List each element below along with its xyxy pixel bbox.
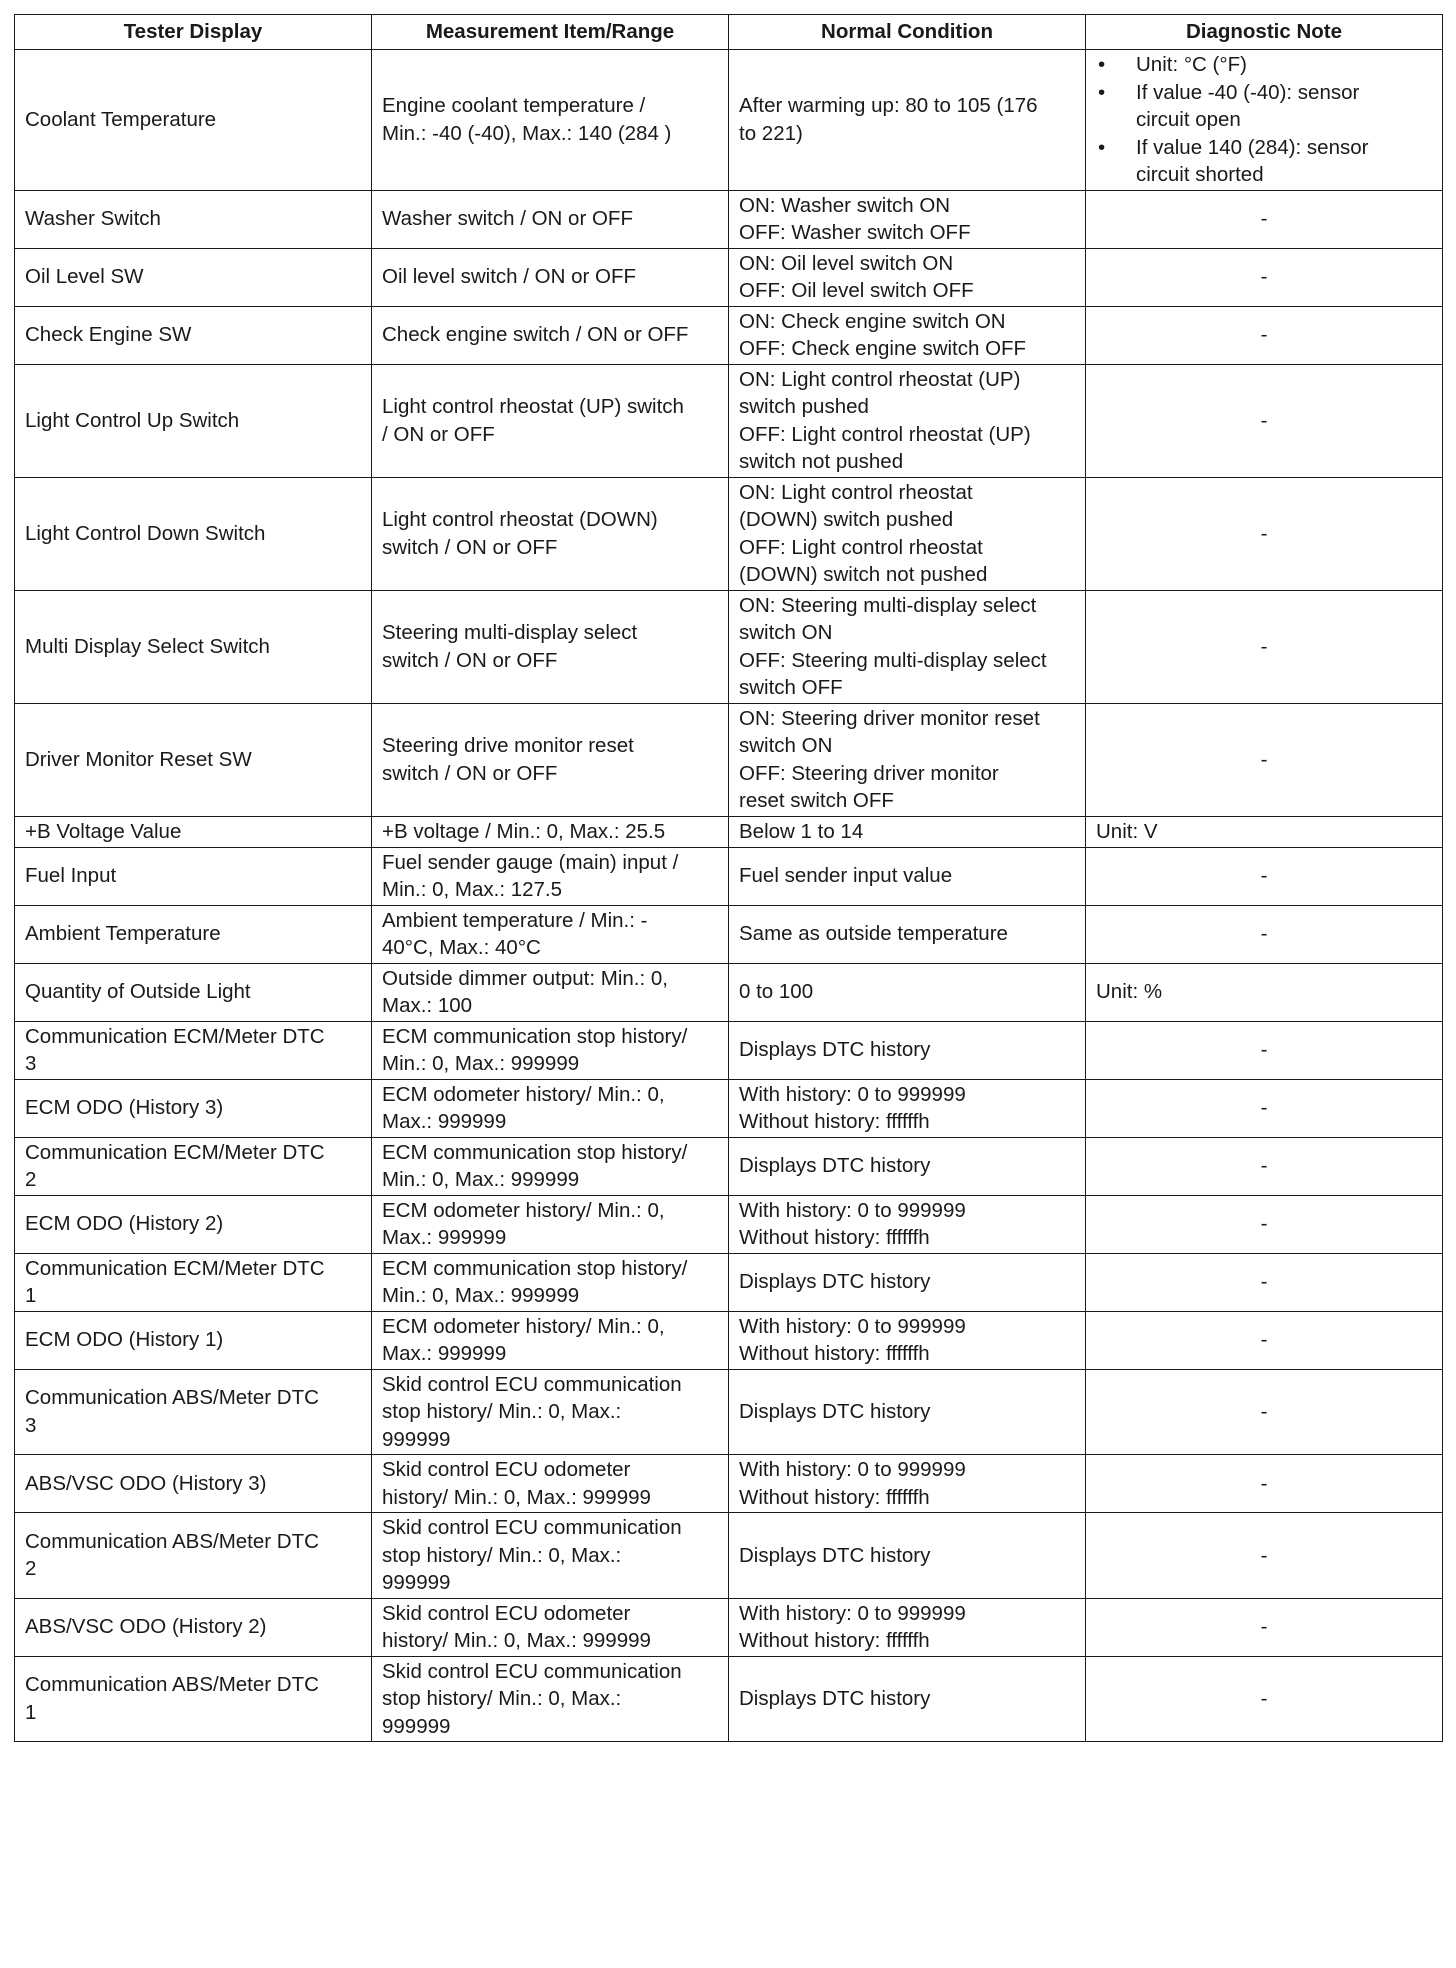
tester-display-text: +B Voltage Value [25,819,182,843]
diagnostic-note-cell [1086,1656,1443,1742]
normal-condition-text: OFF: Light control rheostat (UP) [739,422,1031,446]
diagnostic-note-cell [1086,847,1443,905]
normal-condition-text: Displays DTC history [739,1038,931,1062]
tester-display-text: Driver Monitor Reset SW [25,747,252,771]
tester-display-text: 3 [25,1413,37,1437]
normal-condition-cell [729,1079,1086,1137]
normal-condition-text: switch OFF [739,676,843,699]
tester-display-text: Light Control Up Switch [25,408,240,432]
measurement-text: Light control rheostat (UP) switch [382,395,684,418]
normal-condition-text: Without history: ffffffh [739,1342,930,1365]
table-row [15,306,1443,364]
tester-display-text: Oil Level SW [25,265,144,289]
measurement-cell [372,703,729,816]
tester-display-cell [15,847,372,905]
tester-display-text: Coolant Temperature [25,108,217,131]
measurement-text: stop history/ Min.: 0, Max.: [382,1687,622,1710]
measurement-text: Max.: 999999 [382,1110,507,1133]
tester-display-text: ABS/VSC ODO (History 2) [25,1615,267,1639]
tester-display-text: Washer Switch [25,207,161,231]
table-row [15,816,1443,847]
normal-condition-text: OFF: Steering driver monitor [739,761,999,785]
table-row [15,1311,1443,1369]
measurement-text: / ON or OFF [382,422,495,446]
measurement-text: Washer switch / ON or OFF [382,207,633,231]
normal-condition-text: ON: Light control rheostat (UP) [739,367,1021,391]
normal-condition-text: Displays DTC history [739,1687,931,1710]
measurement-text: Ambient temperature / Min.: - [382,908,648,932]
measurement-text: Max.: 100 [382,994,473,1017]
tester-display-cell [15,248,372,306]
tester-display-cell [15,1455,372,1513]
diagnostic-note-text: - [1260,1096,1268,1120]
normal-condition-cell [729,1656,1086,1742]
diagnostic-note-cell [1086,50,1443,191]
measurement-cell [372,306,729,364]
tester-display-text: ECM ODO (History 1) [25,1328,224,1352]
normal-condition-cell [729,703,1086,816]
normal-condition-text: Without history: ffffffh [739,1226,930,1249]
header-diagnostic-note: Diagnostic Note [1086,15,1443,50]
measurement-text: 999999 [382,1571,451,1594]
normal-condition-text: (DOWN) switch pushed [739,508,954,531]
measurement-text: Outside dimmer output: Min.: 0, [382,966,668,990]
diagnostic-note-cell [1086,306,1443,364]
measurement-cell [372,1137,729,1195]
tester-display-cell [15,477,372,590]
normal-condition-text: Same as outside temperature [739,922,1008,946]
normal-condition-text: Displays DTC history [739,1154,931,1178]
measurement-text: Max.: 999999 [382,1342,507,1365]
tester-display-text: Ambient Temperature [25,922,221,946]
measurement-text: Min.: 0, Max.: 127.5 [382,878,563,901]
tester-display-cell [15,1513,372,1599]
tester-display-cell [15,1021,372,1079]
normal-condition-text: switch ON [739,621,833,644]
diagnostic-note-text: If value -40 (-40): sensor [1136,80,1360,104]
diagnostic-note-text: - [1260,1212,1268,1236]
measurement-text: stop history/ Min.: 0, Max.: [382,1543,622,1567]
table-row [15,963,1443,1021]
measurement-text: ECM communication stop history/ [382,1256,688,1280]
table-body [15,50,1443,1742]
measurement-text: Min.: 0, Max.: 999999 [382,1284,580,1307]
tester-display-cell [15,190,372,248]
measurement-text: Skid control ECU odometer [382,1601,631,1625]
normal-condition-text: After warming up: 80 to 105 (176 [739,94,1038,118]
diagnostic-note-cell [1086,1311,1443,1369]
tester-display-cell [15,1369,372,1455]
bullet-icon: • [1098,80,1106,104]
measurement-text: Steering multi-display select [382,621,638,644]
diagnostic-note-cell [1086,190,1443,248]
diagnostic-note-cell [1086,1598,1443,1656]
normal-condition-cell [729,1137,1086,1195]
tester-display-text: 2 [25,1557,37,1581]
measurement-text: ECM odometer history/ Min.: 0, [382,1314,665,1338]
table-row [15,905,1443,963]
diagnostic-note-text: - [1260,408,1268,432]
normal-condition-text: Without history: ffffffh [739,1485,930,1509]
measurement-cell [372,477,729,590]
tester-display-cell [15,50,372,191]
normal-condition-text: reset switch OFF [739,789,894,812]
measurement-text: Light control rheostat (DOWN) [382,508,658,531]
diagnostic-note-cell [1086,905,1443,963]
diagnostic-note-cell [1086,1369,1443,1455]
measurement-text: +B voltage / Min.: 0, Max.: 25.5 [382,819,666,843]
normal-condition-cell [729,816,1086,847]
diagnostic-note-list [1096,51,1432,189]
diagnostic-note-item [1096,134,1432,189]
tester-display-cell [15,816,372,847]
table-row [15,50,1443,191]
table-row [15,190,1443,248]
diagnostic-note-text: - [1260,747,1268,771]
diagnostic-note-text: - [1260,634,1268,658]
table-row [15,1253,1443,1311]
normal-condition-text: to 221) [739,121,803,145]
table-row [15,703,1443,816]
normal-condition-cell [729,1253,1086,1311]
tester-display-text: Communication ECM/Meter DTC [25,1256,325,1280]
diagnostic-note-text: - [1260,1270,1268,1294]
measurement-cell [372,1253,729,1311]
measurement-cell [372,50,729,191]
normal-condition-text: With history: 0 to 999999 [739,1082,966,1106]
measurement-text: history/ Min.: 0, Max.: 999999 [382,1485,651,1509]
measurement-text: 999999 [382,1427,451,1451]
measurement-text: Min.: 0, Max.: 999999 [382,1052,580,1075]
diagnostic-note-text: circuit shorted [1136,163,1264,186]
measurement-cell [372,248,729,306]
normal-condition-text: 0 to 100 [739,980,814,1004]
diagnostic-note-text: Unit: V [1096,819,1158,843]
measurement-text: Engine coolant temperature / [382,94,646,118]
tester-display-cell [15,364,372,477]
diagnostic-note-cell [1086,477,1443,590]
diagnostic-note-item [1096,79,1432,134]
measurement-cell [372,1369,729,1455]
measurement-cell [372,190,729,248]
diagnostic-note-text: - [1260,207,1268,231]
measurement-text: Oil level switch / ON or OFF [382,265,637,289]
tester-display-cell [15,1656,372,1742]
tester-display-text: Check Engine SW [25,323,192,347]
normal-condition-cell [729,1513,1086,1599]
tester-display-cell [15,963,372,1021]
measurement-cell [372,1656,729,1742]
table-row [15,477,1443,590]
measurement-text: 40°C, Max.: 40°C [382,936,541,959]
normal-condition-text: Without history: ffffffh [739,1110,930,1133]
diagnostic-note-text: - [1260,1154,1268,1178]
normal-condition-cell [729,1021,1086,1079]
normal-condition-cell [729,905,1086,963]
diagnostic-note-cell [1086,1021,1443,1079]
tester-display-text: Multi Display Select Switch [25,634,270,658]
normal-condition-cell [729,477,1086,590]
table-header [15,15,1443,50]
measurement-text: stop history/ Min.: 0, Max.: [382,1400,622,1423]
measurement-text: Skid control ECU communication [382,1659,682,1683]
header-tester-display: Tester Display [15,15,372,50]
normal-condition-text: ON: Washer switch ON [739,193,951,217]
diagnostic-note-text: - [1260,323,1268,347]
table-row [15,847,1443,905]
tester-display-text: Quantity of Outside Light [25,980,251,1004]
measurement-text: Skid control ECU communication [382,1372,682,1396]
normal-condition-cell [729,1369,1086,1455]
measurement-text: history/ Min.: 0, Max.: 999999 [382,1629,651,1652]
tester-display-text: 1 [25,1284,37,1307]
diagnostic-note-text: Unit: % [1096,980,1163,1004]
diagnostic-note-text: If value 140 (284): sensor [1136,135,1369,159]
tester-display-cell [15,1137,372,1195]
normal-condition-cell [729,1455,1086,1513]
normal-condition-text: Displays DTC history [739,1543,931,1567]
measurement-cell [372,816,729,847]
tester-display-cell [15,306,372,364]
tester-display-text: 2 [25,1168,37,1191]
tester-display-text: ECM ODO (History 2) [25,1212,224,1236]
measurement-text: Skid control ECU odometer [382,1458,631,1481]
measurement-text: Min.: 0, Max.: 999999 [382,1168,580,1191]
measurement-cell [372,1455,729,1513]
diagnostic-note-text: circuit open [1136,108,1241,131]
diagnostic-note-text: - [1260,521,1268,545]
diagnostic-note-cell [1086,816,1443,847]
measurement-text: Max.: 999999 [382,1226,507,1249]
tester-display-text: Communication ABS/Meter DTC [25,1673,319,1697]
diagnostic-note-text: - [1260,1400,1268,1423]
tester-display-cell [15,1253,372,1311]
normal-condition-text: With history: 0 to 999999 [739,1198,966,1222]
normal-condition-text: OFF: Oil level switch OFF [739,279,974,302]
normal-condition-cell [729,248,1086,306]
header-row [15,15,1443,50]
measurement-text: 999999 [382,1714,451,1738]
normal-condition-cell [729,1195,1086,1253]
diagnostic-note-cell [1086,1079,1443,1137]
tester-display-text: Communication ABS/Meter DTC [25,1386,319,1410]
measurement-cell [372,1311,729,1369]
measurement-cell [372,1021,729,1079]
table-row [15,1021,1443,1079]
measurement-cell [372,963,729,1021]
diagnostic-note-text: Unit: °C (°F) [1136,53,1247,76]
tester-display-text: Fuel Input [25,864,117,888]
normal-condition-text: switch pushed [739,395,869,418]
normal-condition-text: switch not pushed [739,450,904,473]
diagnostic-note-text: - [1260,922,1268,946]
measurement-cell [372,590,729,703]
header-normal-condition: Normal Condition [729,15,1086,50]
bullet-icon: • [1098,53,1106,76]
tester-display-text: ABS/VSC ODO (History 3) [25,1471,267,1495]
diagnostic-note-text: - [1260,1038,1268,1062]
tester-display-cell [15,703,372,816]
normal-condition-cell [729,364,1086,477]
measurement-text: switch / ON or OFF [382,648,558,672]
normal-condition-text: (DOWN) switch not pushed [739,563,988,586]
measurement-text: ECM odometer history/ Min.: 0, [382,1198,665,1222]
measurement-text: ECM communication stop history/ [382,1024,688,1048]
diagnostic-note-text: - [1260,265,1268,289]
measurement-cell [372,847,729,905]
diagnostic-note-text: - [1260,1543,1268,1567]
table-row [15,1513,1443,1599]
diagnostic-note-text: - [1260,1471,1268,1495]
measurement-cell [372,364,729,477]
normal-condition-cell [729,190,1086,248]
normal-condition-text: Below 1 to 14 [739,819,864,843]
normal-condition-cell [729,847,1086,905]
table-row [15,1455,1443,1513]
tester-display-cell [15,1195,372,1253]
tester-display-text: Communication ECM/Meter DTC [25,1140,325,1164]
normal-condition-text: ON: Check engine switch ON [739,309,1006,333]
diagnostic-note-text: - [1260,1687,1268,1710]
tester-display-text: 1 [25,1700,37,1724]
measurement-text: switch / ON or OFF [382,761,558,785]
normal-condition-cell [729,50,1086,191]
tester-display-text: ECM ODO (History 3) [25,1096,224,1120]
diagnostic-note-cell [1086,963,1443,1021]
normal-condition-text: switch ON [739,734,833,757]
diagnostic-note-cell [1086,364,1443,477]
measurement-cell [372,1195,729,1253]
normal-condition-text: With history: 0 to 999999 [739,1601,966,1625]
diagnostic-note-cell [1086,1253,1443,1311]
header-measurement-item: Measurement Item/Range [372,15,729,50]
table-row [15,248,1443,306]
normal-condition-text: ON: Light control rheostat [739,480,973,504]
measurement-text: Skid control ECU communication [382,1516,682,1539]
table-row [15,1656,1443,1742]
measurement-cell [372,1598,729,1656]
normal-condition-text: OFF: Washer switch OFF [739,221,971,244]
tester-display-text: Light Control Down Switch [25,521,266,545]
tester-display-cell [15,1079,372,1137]
diagnostic-note-cell [1086,248,1443,306]
normal-condition-text: With history: 0 to 999999 [739,1458,966,1481]
normal-condition-text: ON: Steering multi-display select [739,593,1037,617]
normal-condition-cell [729,1598,1086,1656]
normal-condition-text: Displays DTC history [739,1270,931,1294]
measurement-text: Fuel sender gauge (main) input / [382,850,679,874]
diagnostic-note-cell [1086,1195,1443,1253]
measurement-text: ECM communication stop history/ [382,1140,688,1164]
table-row [15,364,1443,477]
diagnostic-note-cell [1086,590,1443,703]
normal-condition-text: OFF: Light control rheostat [739,535,983,559]
measurement-text: ECM odometer history/ Min.: 0, [382,1082,665,1106]
normal-condition-cell [729,306,1086,364]
data-list-table [14,14,1443,1742]
measurement-text: Min.: -40 (-40), Max.: 140 (284 ) [382,121,672,145]
table-row [15,1079,1443,1137]
table-row [15,1137,1443,1195]
bullet-icon: • [1098,135,1106,159]
measurement-cell [372,905,729,963]
diagnostic-note-cell [1086,703,1443,816]
measurement-text: Check engine switch / ON or OFF [382,323,689,347]
diagnostic-note-item [1096,51,1432,79]
normal-condition-text: ON: Steering driver monitor reset [739,706,1040,730]
diagnostic-note-cell [1086,1513,1443,1599]
diagnostic-note-text: - [1260,864,1268,888]
table-row [15,1598,1443,1656]
normal-condition-cell [729,963,1086,1021]
tester-display-text: 3 [25,1052,37,1075]
tester-display-cell [15,590,372,703]
measurement-text: switch / ON or OFF [382,535,558,559]
measurement-cell [372,1513,729,1599]
measurement-cell [372,1079,729,1137]
tester-display-cell [15,1311,372,1369]
normal-condition-cell [729,590,1086,703]
normal-condition-text: Fuel sender input value [739,864,953,888]
normal-condition-cell [729,1311,1086,1369]
diagnostic-note-cell [1086,1455,1443,1513]
tester-display-cell [15,1598,372,1656]
normal-condition-text: OFF: Steering multi-display select [739,648,1047,672]
table-row [15,1369,1443,1455]
diagnostic-note-text: - [1260,1615,1268,1639]
normal-condition-text: With history: 0 to 999999 [739,1314,966,1338]
tester-display-text: Communication ECM/Meter DTC [25,1024,325,1048]
normal-condition-text: OFF: Check engine switch OFF [739,337,1027,360]
normal-condition-text: Without history: ffffffh [739,1629,930,1652]
diagnostic-note-text: - [1260,1328,1268,1352]
tester-display-cell [15,905,372,963]
normal-condition-text: Displays DTC history [739,1400,931,1423]
measurement-text: Steering drive monitor reset [382,734,634,757]
normal-condition-text: ON: Oil level switch ON [739,251,954,275]
tester-display-text: Communication ABS/Meter DTC [25,1529,319,1553]
diagnostic-note-cell [1086,1137,1443,1195]
table-row [15,1195,1443,1253]
table-row [15,590,1443,703]
